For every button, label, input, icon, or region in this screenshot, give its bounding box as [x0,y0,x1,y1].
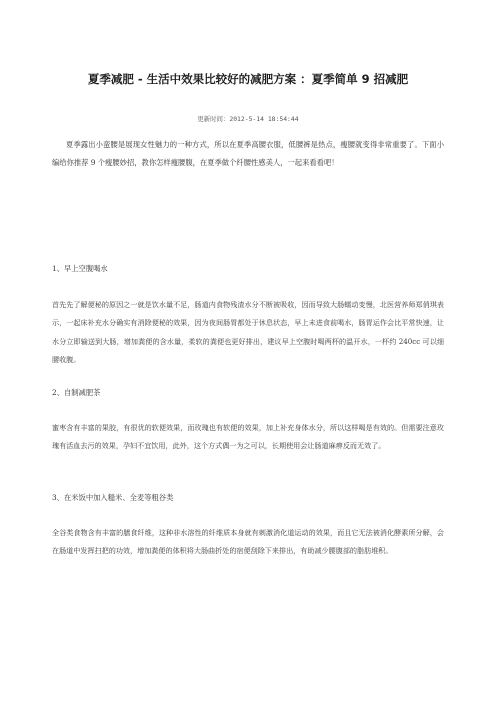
section-body: 首先先了解便秘的原因之一就是饮水量不足，肠道内食物残渣水分不断被吸收，因而导致大肠蠕动变慢，北医营养师郑俏琪表示，一起床补充水分确实有消除便秘的效果，因为夜间肠胃都处于休息状态，早上未进食前喝水，肠胃运作会比平常快速，让水分立即输送到大肠，增加粪便的含水量，柔软的粪便也更好排出，建议早上空腹时喝两杯的温开水，一杯约 240cc 可以细腰收腹。 [52,300,444,364]
section-heading: 3、在米饭中加入糙米、全麦等粗谷类 [52,493,174,502]
section-1 [52,263,444,369]
section-heading: 2、自制减肥茶 [52,388,101,397]
intro-paragraph: 夏季露出小蛮腰是展现女性魅力的一种方式，所以在夏季高腰衣服，低腰裤是热点，瘦腰就变得非常重要了。下面小编给你推荐 9 个瘦腰妙招，教你怎样瘦腰腹，在夏季做个纤腰性感美人，一起来看看吧！ [52,140,444,167]
section-body: 蜜枣含有丰富的果胶，有很优的软便效果，而玫瑰也有软便的效果，加上补充身体水分，所以这样喝是有效的。但需要注意玫瑰有活血去污的效果，孕妇不宜饮用，此外，这个方式偶一为之可以，长期使用会让肠道麻痹反而无效了。 [52,423,444,451]
article-title: 夏季减肥 - 生活中效果比较好的减肥方案 ：夏季简单 9 招减肥 [87,72,409,86]
section-heading: 1、早上空腹喝水 [52,264,108,273]
section-3 [52,492,444,561]
updated-time: 更新时间：2012-5-14 18:54:44 [197,115,299,123]
section-body: 全谷类食物含有丰富的膳食纤维，这种非水溶性的纤维质本身就有刺激消化道运动的效果，而且它无法被消化酵素所分解，会在肠道中发挥扫把的功效，增加粪便的体积将大肠曲折处的宿便刮除下来排出，有助减少腰腹部的脂肪堆积。 [52,528,444,556]
section-2 [52,387,444,456]
